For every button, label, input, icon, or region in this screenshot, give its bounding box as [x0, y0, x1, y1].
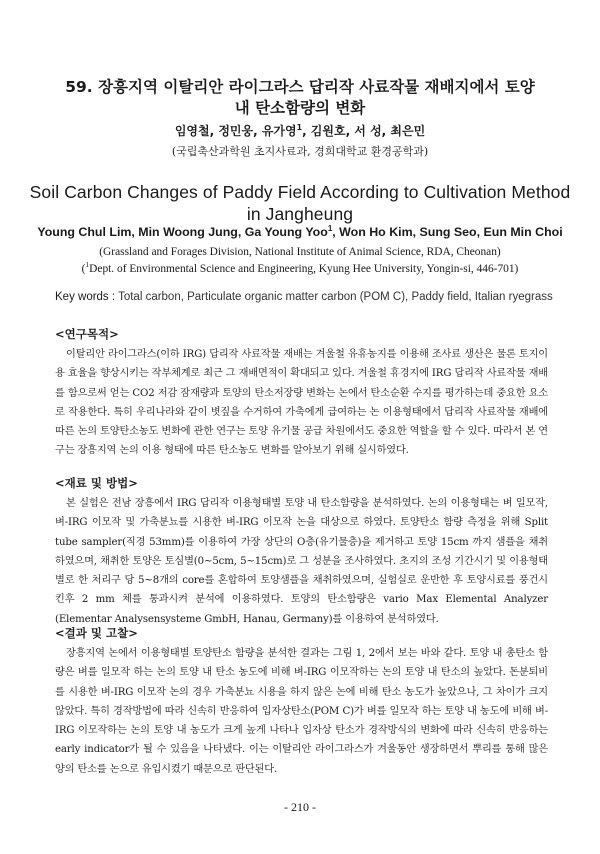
english-authors-main: Young Chul Lim, Min Woong Jung, Ga Young Yoo [37, 225, 328, 239]
section-body-methods: 본 실험은 전남 장흥에서 IRG 답리작 이용형태별 토양 내 탄소함량을 분석하였다. 논의 이용형태는 벼 일모작, 벼-IRG 이모작 및 가축분뇨를 시용한 벼-IRG 이모작 논을 대상으로 하였다. 토양탄소 함량 측정을 위해 Split tube sampler(직경 53mm)를 이용하여 가장 상단의 O층(유기물층)을 제거하고 토양 15cm 까지 샘플을 채취하였으며, 채취한 토양은 토심별(0~5cm, 5~15cm)로 그 성분을 조사하였다. 초지의 조성 기간시기 및 이용형태별로 한 처리구 당 5~8개의 core를 혼합하여 토양샘플을 채취하였으며, 실험실로 운반한 후 토양시료를 풍건시킨후 2 mm 체를 통과시켜 분석에 이용하였다. 토양의 탄소함량은 vario Max Elemental Analyzer (Elementar Analysensysteme GmbH, Hanau, Germany)를 이용하여 분석하였다. [55, 498, 548, 625]
page-number: - 210 - [284, 800, 316, 814]
english-affiliation-1: (Grassland and Forages Division, National Institute of Animal Science, RDA, Cheonan) [99, 246, 501, 258]
section-heading-results: <결과 및 고찰> [55, 626, 138, 640]
english-authors [20, 225, 580, 239]
keywords-line [55, 291, 575, 303]
english-authors-superscript: 1 [327, 223, 333, 233]
korean-authors [40, 122, 560, 139]
section-body-purpose: 이탈리안 라이그라스(이하 IRG) 답리작 사료작물 재배는 겨울철 유휴농지를 이용해 조사료 생산은 물론 토지이용 효율을 향상시키는 작부체계로 최근 그 재배면적이 확대되고 있다. 겨울철 휴경지에 IRG 답리작 사료작물 재배를 함으로써 얻는 CO2 저감 잠재량과 토양의 탄소저장량 변화는 논에서 탄소순환 수지를 평가하는데 중요한 요소로 작용한다. 특히 우리나라와 같이 볏짚을 수거하여 가축에게 급여하는 논 이용형태에서 답리작 사료작물 재배에 따른 논의 토양탄소농도 변화에 관한 연구는 토양 유기물 공급 차원에서도 중요한 역할을 할 수 있다. 따라서 본 연구는 장흥지역 논의 이용 형태에 따른 탄소농도 변화를 알아보기 위해 실시하였다. [55, 349, 548, 457]
english-affiliation-2-text: Dept. of Environmental Science and Engineering, Kyung Hee University, Yongin-si, 446-701) [89, 263, 519, 275]
keywords-text: Total carbon, Particulate organic matter carbon (POM C), Paddy field, Italian ryegrass [118, 291, 553, 303]
section-body-results: 장흥지역 논에서 이용형태별 토양탄소 함량을 분석한 결과는 그림 1, 2에서 보는 바와 같다. 토양 내 총탄소 함량은 벼를 일모작 하는 논의 토양 내 탄소 농도에 비해 벼-IRG 이모작하는 논의 토양 내 탄소의 높았다. 돈분퇴비를 시용한 벼-IRG 이모작 논의 경우 가축분뇨 시용을 하지 않은 논에 비해 탄소 농도가 높았으나, 그 차이가 크지 않았다. 특히 경작방법에 따라 신속히 반응하여 입자상탄소(POM C)가 벼를 일모작 하는 토양 내 농도에 비해 벼-IRG 이모작하는 논의 토양 내 농도가 크게 높게 나타나 입자상 탄소가 경작방식의 변화에 따라 신속히 반응하는 early indicator가 될 수 있음을 나타냈다. 이는 이탈리안 라이그라스가 겨울동안 생장하면서 뿌리를 통해 많은 양의 탄소를 논으로 유입시켰기 때문으로 판단된다. [55, 648, 548, 775]
korean-authors-superscript: 1 [296, 123, 303, 132]
section-heading-methods: <재료 및 방법> [55, 476, 138, 490]
english-title-line1: Soil Carbon Changes of Paddy Field According to Cultivation Method [29, 182, 571, 202]
korean-title-line2: 내 탄소함량의 변화 [234, 99, 366, 117]
keywords-separator: : [108, 291, 119, 303]
korean-affiliation: (국립축산과학원 초지사료과, 경희대학교 환경공학과) [171, 145, 429, 158]
english-title-line2: in Jangheung [246, 204, 354, 224]
keywords-label: Key words [55, 291, 109, 303]
english-affiliation-2-superscript: 1 [85, 260, 90, 270]
english-title [20, 181, 580, 225]
korean-authors-rest: , 김원호, 서 성, 최은민 [302, 124, 426, 138]
english-affiliation-2 [20, 260, 580, 275]
english-authors-rest: , Won Ho Kim, Sung Seo, Eun Min Choi [332, 225, 563, 239]
english-affiliation-2-open: ( [81, 263, 86, 275]
section-heading-purpose: <연구목적> [55, 327, 119, 341]
korean-title-line1: 59. 장흥지역 이탈리안 라이그라스 답리작 사료작물 재배지에서 토양 [65, 78, 535, 96]
korean-authors-main: 임영철, 정민웅, 유가영 [174, 124, 297, 138]
